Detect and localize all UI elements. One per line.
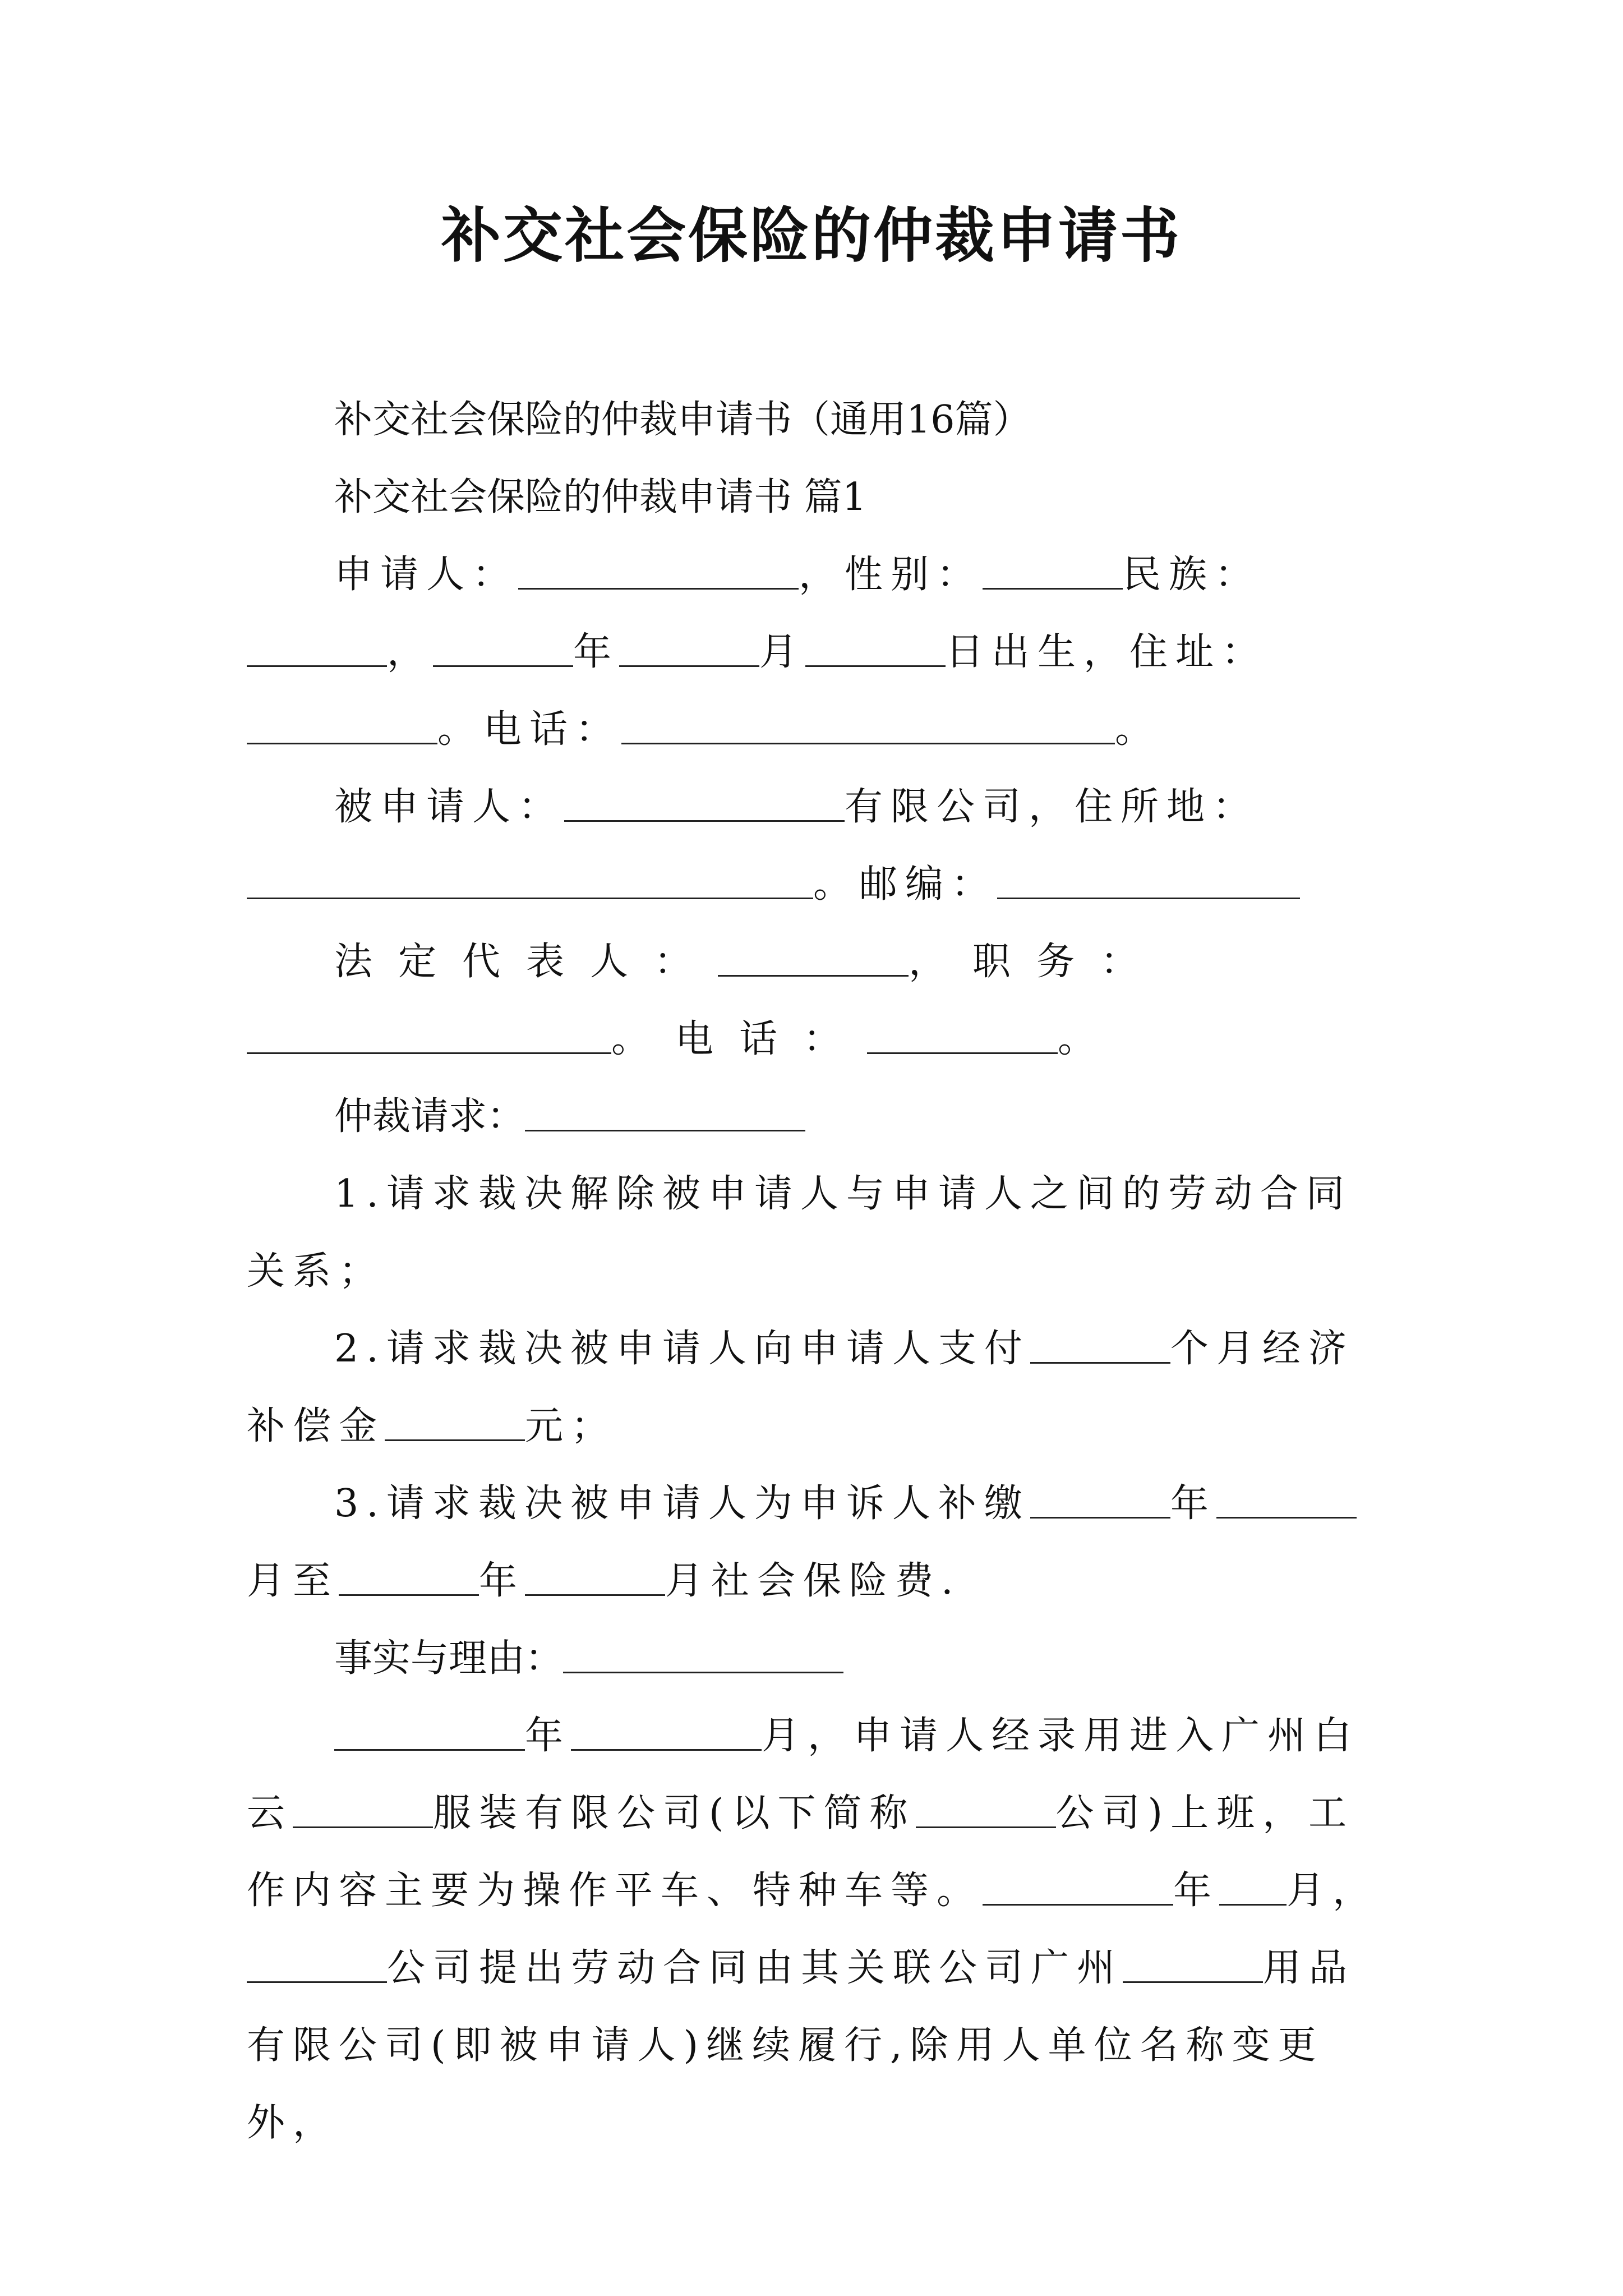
facts-product-text: 用品有限公司(即被申请人)继续履行,除用人单位名称变更外， (247, 1946, 1355, 2145)
applicant-birth-year-blank (433, 633, 573, 667)
applicant-ethnicity-blank (247, 633, 387, 667)
applicant-paragraph (247, 536, 1391, 769)
respondent-postcode-label: 。邮编： (813, 862, 998, 907)
facts-company-text-b: 公司)上班，工作内容主要为操作平车、特种车等。 (247, 1791, 1355, 1913)
claim-item-3-to-label: 月至 (247, 1559, 339, 1603)
respondent-end-mark: 。 (1058, 1017, 1122, 1061)
claims-label: 仲裁请求： (334, 1094, 525, 1139)
section-text: 补交社会保险的仲裁申请书 篇1 (334, 475, 866, 519)
applicant-phone-label: 。电话： (437, 707, 622, 752)
position-blank (247, 1020, 611, 1054)
facts-short-name-blank (916, 1794, 1056, 1828)
claim-item-3 (247, 1465, 1391, 1620)
respondent-company-label: 有限公司，住所地： (845, 785, 1259, 829)
applicant-birth-month-blank (619, 633, 759, 667)
facts-product-blank (1123, 1949, 1263, 1983)
facts-heading (247, 1620, 1391, 1697)
applicant-birth-day-blank (805, 633, 946, 667)
subtitle-text: 补交社会保险的仲裁申请书（通用16篇） (334, 398, 1031, 442)
claim-item-2-amount-blank (385, 1407, 525, 1441)
applicant-comma: ， (387, 630, 434, 674)
position-label: ，职务： (909, 940, 1165, 984)
facts-blank (563, 1639, 843, 1673)
facts-proposal-blank (247, 1949, 387, 1983)
applicant-month-label: 月 (759, 630, 806, 674)
respondent-paragraph (247, 769, 1391, 923)
respondent-postcode-blank (997, 865, 1300, 899)
claim-item-3-year2-label: 年 (479, 1559, 525, 1603)
applicant-gender-label: ，性别： (799, 553, 983, 597)
facts-year2-blank (983, 1871, 1173, 1906)
applicant-phone-blank (621, 710, 1115, 744)
claims-blank (525, 1097, 805, 1131)
claims-heading (247, 1078, 1391, 1156)
facts-label: 事实与理由： (334, 1636, 564, 1681)
claim-item-3-month-blank (1216, 1484, 1357, 1519)
claim-item-3-year-blank (1030, 1484, 1170, 1519)
legal-rep-label: 法定代表人： (334, 940, 718, 984)
facts-company-text: 服装有限公司(以下简称 (433, 1791, 916, 1835)
facts-month2-label: 月， (1287, 1869, 1379, 1913)
facts-company-blank (293, 1794, 433, 1828)
applicant-year-label: 年 (573, 630, 620, 674)
facts-year2-label: 年 (1173, 1869, 1220, 1913)
claim-item-3-year-label: 年 (1170, 1481, 1216, 1526)
respondent-phone-blank (867, 1020, 1058, 1054)
applicant-gender-blank (983, 555, 1123, 590)
facts-month-text: 月，申请人经录用进入广州白云 (247, 1714, 1360, 1835)
applicant-born-address-label: 日出生，住 (946, 630, 1176, 674)
claim-item-3-text-a: 3.请求裁决被申请人为申诉人补缴 (334, 1481, 1030, 1526)
claim-item-3-month2-blank (525, 1562, 665, 1596)
claim-item-2-months-blank (1030, 1329, 1170, 1364)
respondent-label: 被申请人： (334, 785, 565, 829)
claim-item-1 (247, 1156, 1391, 1310)
facts-proposal-text: 公司提出劳动合同由其关联公司广州 (387, 1946, 1123, 1990)
facts-paragraph (247, 1697, 1391, 2162)
claim-item-2-text-a: 2.请求裁决被申请人向申请人支付 (334, 1327, 1030, 1371)
legal-rep-blank (718, 942, 909, 977)
applicant-end-mark: 。 (1115, 707, 1161, 752)
claim-item-2-text-b: 个月经济补偿金 (247, 1327, 1354, 1448)
claim-item-3-year2-blank (339, 1562, 479, 1596)
legal-rep-paragraph (247, 923, 1391, 1078)
facts-year-label: 年 (525, 1714, 571, 1758)
applicant-name-blank (518, 555, 799, 590)
document-title: 补交社会保险的仲裁申请书 (441, 200, 1182, 270)
respondent-phone-label: 。电话： (611, 1017, 868, 1061)
respondent-name-blank (564, 788, 845, 822)
applicant-ethnicity-label: 民族： (1123, 553, 1261, 597)
applicant-address-blank (247, 710, 437, 744)
section-heading (247, 459, 1391, 536)
applicant-label: 申请人： (334, 553, 519, 597)
facts-month-blank (571, 1717, 762, 1751)
claim-item-2 (247, 1310, 1391, 1465)
claim-item-1-text: 1.请求裁决解除被申请人与申请人之间的劳动合同关系； (247, 1172, 1352, 1294)
document-body (247, 381, 1391, 2162)
facts-month2-blank (1219, 1871, 1287, 1906)
respondent-address-blank (247, 865, 813, 899)
subtitle-line (247, 381, 1391, 459)
claim-item-3-text-e: 月社会保险费. (665, 1559, 961, 1603)
applicant-address-label: 址： (1175, 630, 1268, 674)
facts-year-blank (334, 1717, 525, 1751)
claim-item-2-text-c: 元； (525, 1404, 617, 1448)
